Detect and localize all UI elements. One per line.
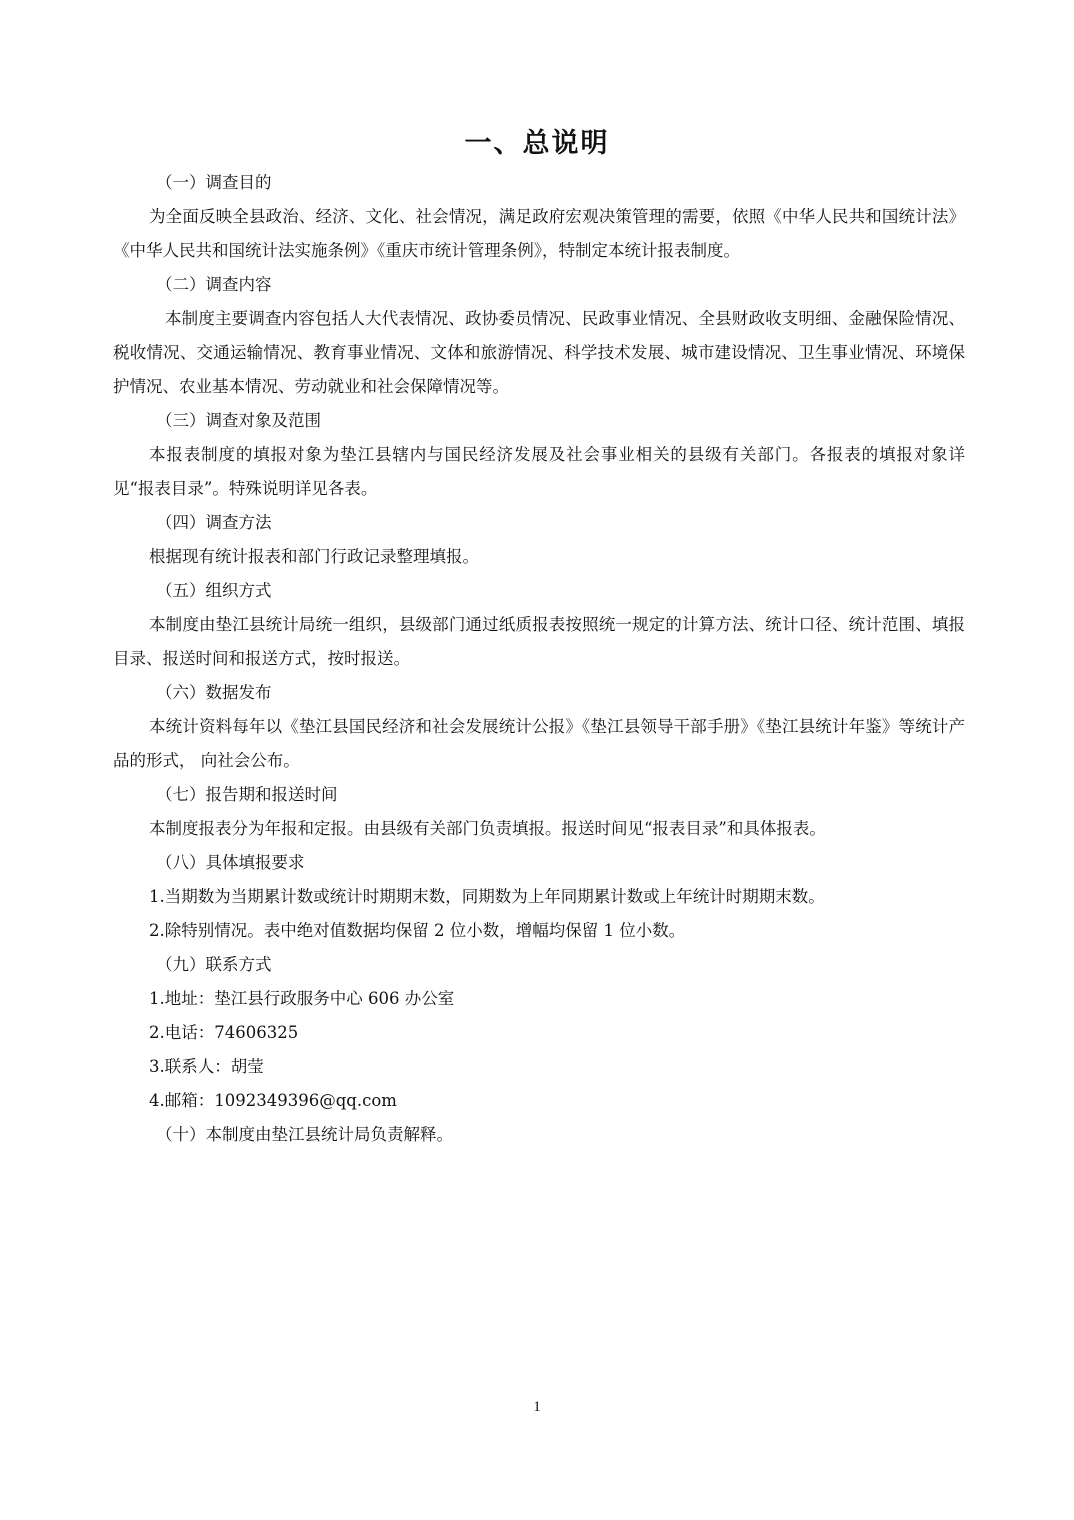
section-heading-method: （四）调查方法	[156, 513, 272, 532]
contact-phone: 2.电话：74606325	[149, 1023, 299, 1042]
contact-person: 3.联系人：胡莹	[149, 1057, 264, 1076]
section-text-organization: 本制度由垫江县统计局统一组织，县级部门通过纸质报表按照统一规定的计算方法、统计口径、统计范围、填报目录、报送时间和报送方式，按时报送。	[113, 615, 965, 668]
section-text-scope: 本报表制度的填报对象为垫江县辖内与国民经济发展及社会事业相关的县级有关部门。各报表的填报对象详见“报表目录”。特殊说明详见各表。	[113, 445, 965, 498]
section-text-publication: 本统计资料每年以《垫江县国民经济和社会发展统计公报》《垫江县领导干部手册》《垫江县统计年鉴》等统计产品的形式， 向社会公布。	[113, 717, 965, 770]
page-title: 一、总说明	[464, 128, 610, 159]
section-text-reporting-period: 本制度报表分为年报和定报。由县级有关部门负责填报。报送时间见“报表目录”和具体报表。	[149, 819, 826, 838]
page-number: 1	[533, 1399, 541, 1415]
section-heading-reporting-period: （七）报告期和报送时间	[156, 785, 338, 804]
section-heading-purpose: （一）调查目的	[156, 173, 272, 192]
list-item-requirement-2: 2.除特别情况。表中绝对值数据均保留 2 位小数，增幅均保留 1 位小数。	[149, 921, 686, 940]
section-text-content: 本制度主要调查内容包括人大代表情况、政协委员情况、民政事业情况、全县财政收支明细、金融保险情况、税收情况、交通运输情况、教育事业情况、文体和旅游情况、科学技术发展、城市建设情况、卫生事业情况、环境保护情况、农业基本情况、劳动就业和社会保障情况等。	[113, 309, 965, 396]
section-text-method: 根据现有统计报表和部门行政记录整理填报。	[149, 547, 479, 566]
section-heading-requirements: （八）具体填报要求	[156, 853, 305, 872]
list-item-requirement-1: 1.当期数为当期累计数或统计时期期末数，同期数为上年同期累计数或上年统计时期期末数。	[149, 887, 825, 906]
section-heading-scope: （三）调查对象及范围	[156, 411, 321, 430]
section-heading-content: （二）调查内容	[156, 275, 272, 294]
section-text-purpose: 为全面反映全县政治、经济、文化、社会情况，满足政府宏观决策管理的需要，依照《中华人民共和国统计法》《中华人民共和国统计法实施条例》《重庆市统计管理条例》，特制定本统计报表制度。	[113, 207, 965, 260]
document-body	[113, 166, 965, 1152]
contact-address: 1.地址：垫江县行政服务中心 606 办公室	[149, 989, 455, 1008]
section-heading-contact: （九）联系方式	[156, 955, 272, 974]
contact-email: 4.邮箱：1092349396@qq.com	[149, 1091, 397, 1110]
section-heading-organization: （五）组织方式	[156, 581, 272, 600]
section-heading-interpretation: （十）本制度由垫江县统计局负责解释。	[156, 1125, 453, 1144]
section-heading-publication: （六）数据发布	[156, 683, 272, 702]
